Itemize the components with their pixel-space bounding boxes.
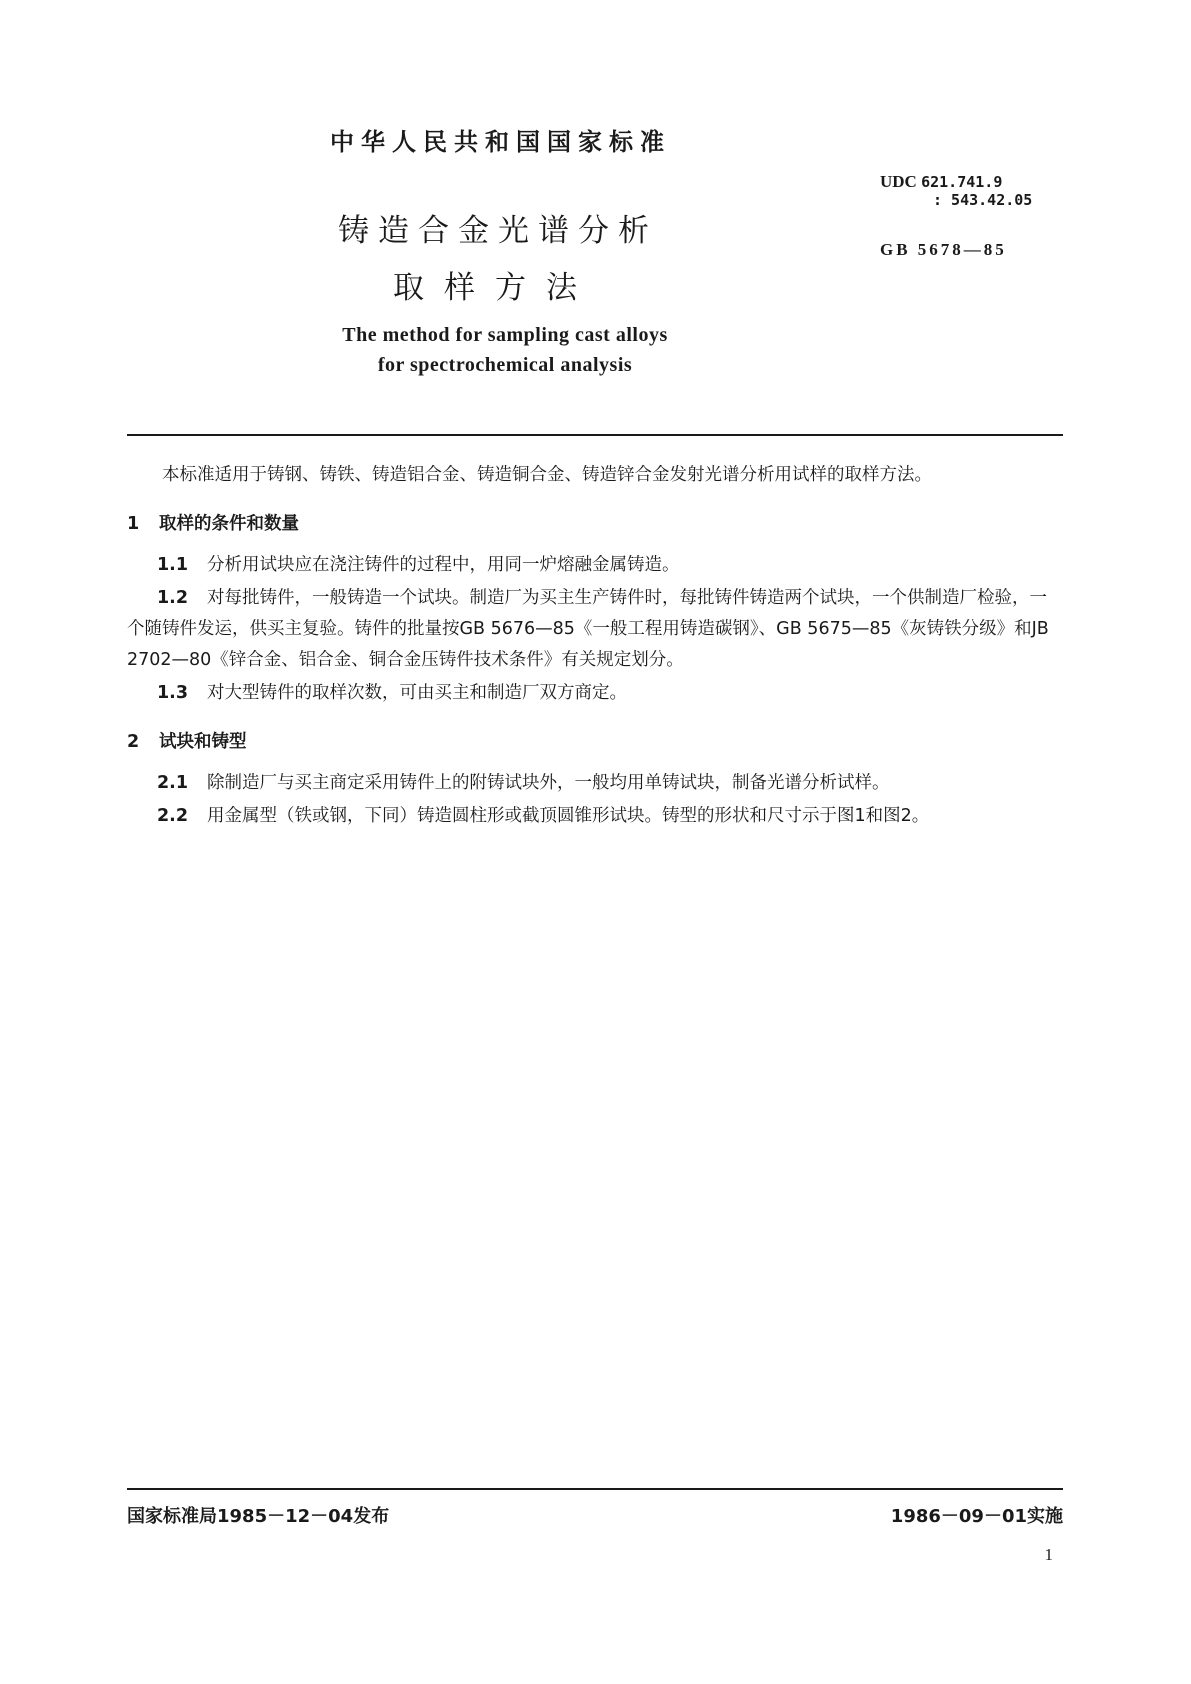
clause-text: 用金属型（铁或钢，下同）铸造圆柱形或截顶圆锥形试块。铸型的形状和尺寸示于图1和图2。 [207, 806, 930, 826]
clause-text: 对每批铸件，一般铸造一个试块。制造厂为买主生产铸件时，每批铸件铸造两个试块，一个供制造厂检验，一个随铸件发运，供买主复验。铸件的批量按GB 5676—85《一般工程用铸造碳钢》、GB 5675—85《灰铸铁分级》和JB 2702—80《锌合金、铝合金、铜合金压铸件技术条件》有关规定划分。 [127, 588, 1049, 670]
section-1 [127, 509, 1063, 709]
clause [127, 583, 1063, 676]
clause [127, 801, 1063, 832]
clause-number: 2.2 [157, 806, 189, 826]
clause-text: 分析用试块应在浇注铸件的过程中，用同一炉熔融金属铸造。 [207, 555, 680, 575]
title-en-line2: for spectrochemical analysis [377, 354, 633, 376]
clause-number: 1.1 [157, 555, 189, 575]
footer-divider [127, 1488, 1063, 1490]
section-title: 取样的条件和数量 [159, 514, 299, 534]
clause-text: 除制造厂与买主商定采用铸件上的附铸试块外，一般均用单铸试块，制备光谱分析试样。 [207, 773, 890, 793]
section-heading [127, 509, 1063, 540]
clause-number: 1.3 [157, 683, 189, 703]
header-divider [127, 434, 1063, 436]
document-body [127, 460, 1063, 834]
clause-text: 对大型铸件的取样次数，可由买主和制造厂双方商定。 [207, 683, 627, 703]
udc-label: UDC [880, 172, 917, 191]
clause-number: 2.1 [157, 773, 189, 793]
title-zh-line2: 取样方法 [393, 270, 597, 306]
section-2 [127, 727, 1063, 832]
title-zh-line1: 铸造合金光谱分析 [338, 213, 658, 249]
title-en-line1: The method for sampling cast alloys [342, 324, 668, 346]
issuing-body-heading: 中华人民共和国国家标准 [330, 128, 671, 156]
standard-number: GB 5678—85 [880, 240, 1007, 259]
intro-paragraph: 本标准适用于铸钢、铸铁、铸造铝合金、铸造铜合金、铸造锌合金发射光谱分析用试样的取样方法。 [162, 465, 932, 485]
clause [127, 768, 1063, 799]
udc-code-line2: : 543.42.05 [933, 191, 1033, 209]
section-heading [127, 727, 1063, 758]
title-en [250, 320, 760, 380]
section-number: 1 [127, 514, 140, 534]
issue-date: 国家标准局1985－12－04发布 [127, 1506, 390, 1527]
udc-code-line1: 621.741.9 [921, 173, 1003, 191]
section-title: 试块和铸型 [159, 732, 247, 752]
page-number: 1 [1044, 1545, 1053, 1564]
section-number: 2 [127, 732, 140, 752]
clause [127, 550, 1063, 581]
clause [127, 678, 1063, 709]
udc-classification [880, 173, 1032, 209]
clause-number: 1.2 [157, 588, 189, 608]
effective-date: 1986－09－01实施 [890, 1506, 1063, 1527]
